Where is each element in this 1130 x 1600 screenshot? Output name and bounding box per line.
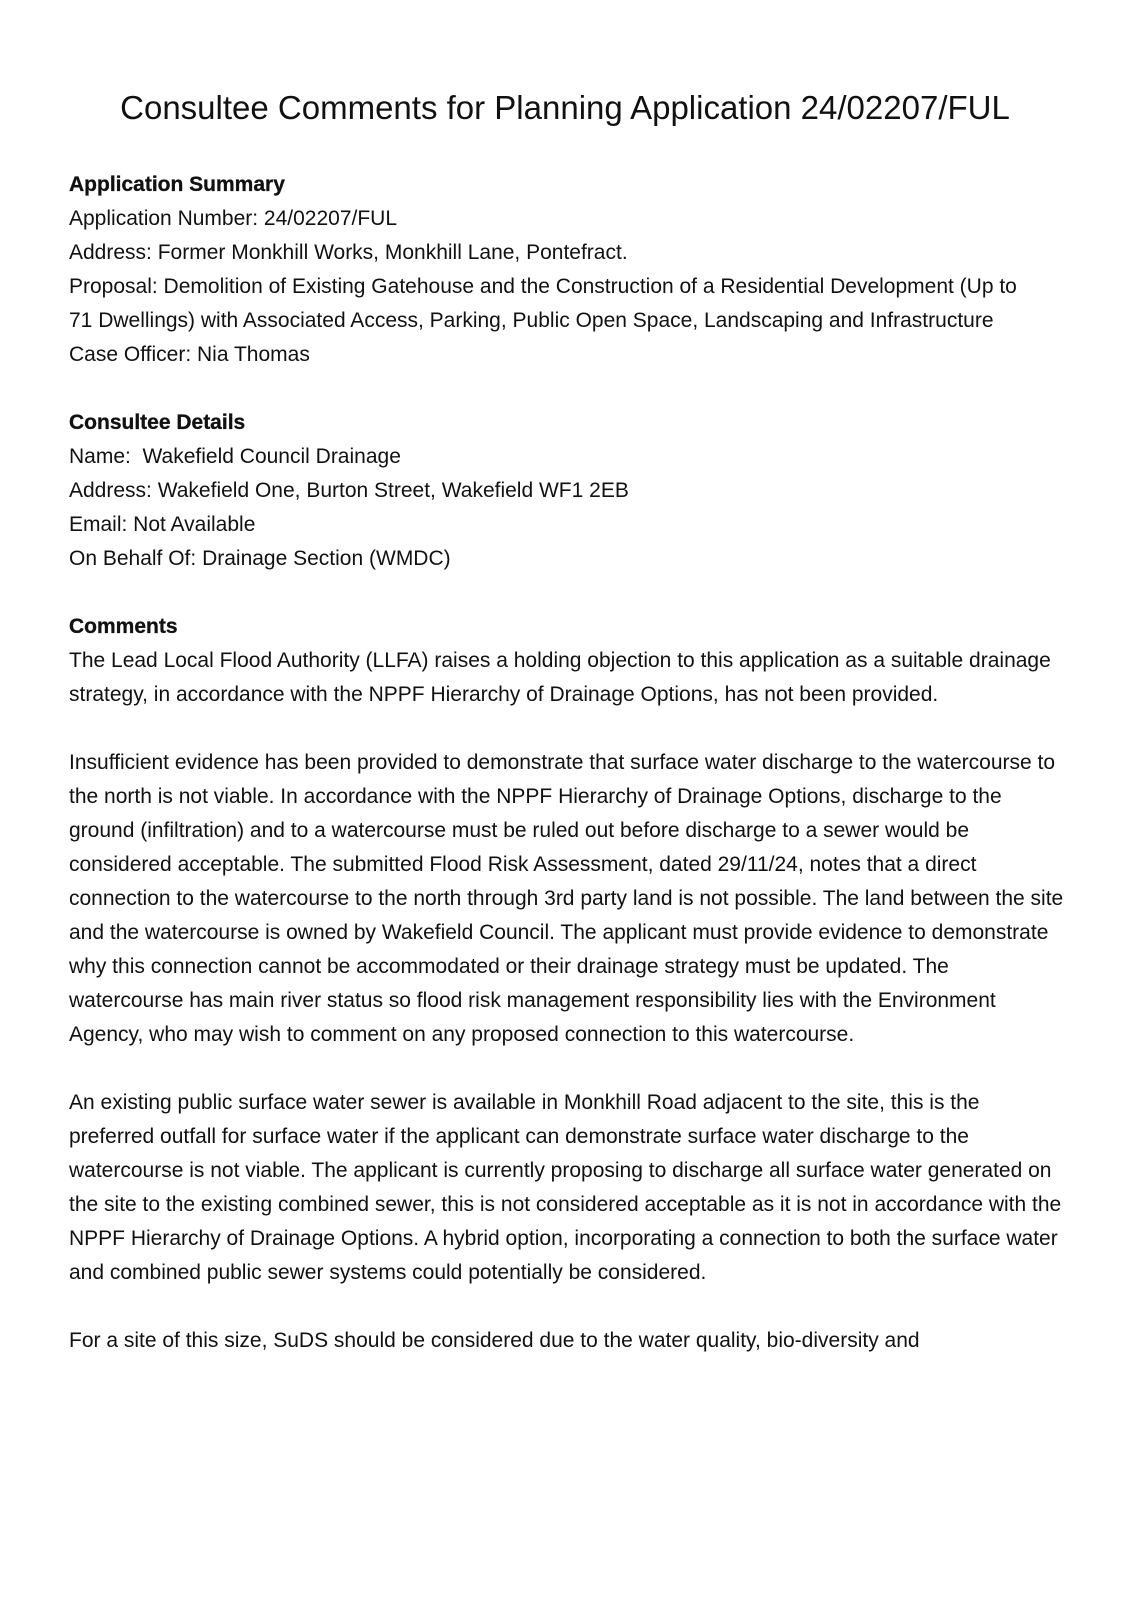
application-proposal: Proposal: Demolition of Existing Gatehouse and the Construction of a Residential Development (Up to 71 Dwellings) with Associated Access, Parking, Public Open Space, Landscaping and Infrastructure — [69, 275, 1017, 332]
application-summary-section — [69, 168, 1061, 372]
application-number: Application Number: 24/02207/FUL — [69, 207, 398, 230]
consultee-name: Name: Wakefield Council Drainage — [69, 445, 401, 468]
comment-paragraph: For a site of this size, SuDS should be considered due to the water quality, bio-diversity and — [69, 1329, 920, 1352]
comment-paragraph: The Lead Local Flood Authority (LLFA) raises a holding objection to this application as a suitable drainage strategy, in accordance with the NPPF Hierarchy of Drainage Options, has not been provided. — [69, 649, 1051, 706]
comment-paragraph: An existing public surface water sewer is available in Monkhill Road adjacent to the site, this is the preferred outfall for surface water if the applicant can demonstrate surface water discharge to the watercourse is not viable. The applicant is currently proposing to discharge all surface water generated on the site to the existing combined sewer, this is not considered acceptable as it is not in accordance with the NPPF Hierarchy of Drainage Options. A hybrid option, incorporating a connection to both the surface water and combined public sewer systems could potentially be considered. — [69, 1091, 1062, 1284]
comments-heading: Comments — [69, 615, 178, 638]
comments-section — [69, 610, 1064, 1358]
page-title: Consultee Comments for Planning Application 24/02207/FUL — [120, 89, 1010, 126]
consultee-address: Address: Wakefield One, Burton Street, Wakefield WF1 2EB — [69, 479, 629, 502]
case-officer: Case Officer: Nia Thomas — [69, 343, 310, 366]
application-address: Address: Former Monkhill Works, Monkhill Lane, Pontefract. — [69, 241, 628, 264]
consultee-on-behalf-of: On Behalf Of: Drainage Section (WMDC) — [69, 547, 451, 570]
consultee-details-section — [69, 406, 1061, 576]
consultee-details-heading: Consultee Details — [69, 411, 246, 434]
consultee-email: Email: Not Available — [69, 513, 256, 536]
application-summary-heading: Application Summary — [69, 173, 285, 196]
comment-paragraph: Insufficient evidence has been provided to demonstrate that surface water discharge to the watercourse to the north is not viable. In accordance with the NPPF Hierarchy of Drainage Options, discharge to the ground (infiltration) and to a watercourse must be ruled out before discharge to a sewer would be considered acceptable. The submitted Flood Risk Assessment, dated 29/11/24, notes that a direct connection to the watercourse to the north through 3rd party land is not possible. The land between the site and the watercourse is owned by Wakefield Council. The applicant must provide evidence to demonstrate why this connection cannot be accommodated or their drainage strategy must be updated. The watercourse has main river status so flood risk management responsibility lies with the Environment Agency, who may wish to comment on any proposed connection to this watercourse. — [69, 751, 1064, 1046]
